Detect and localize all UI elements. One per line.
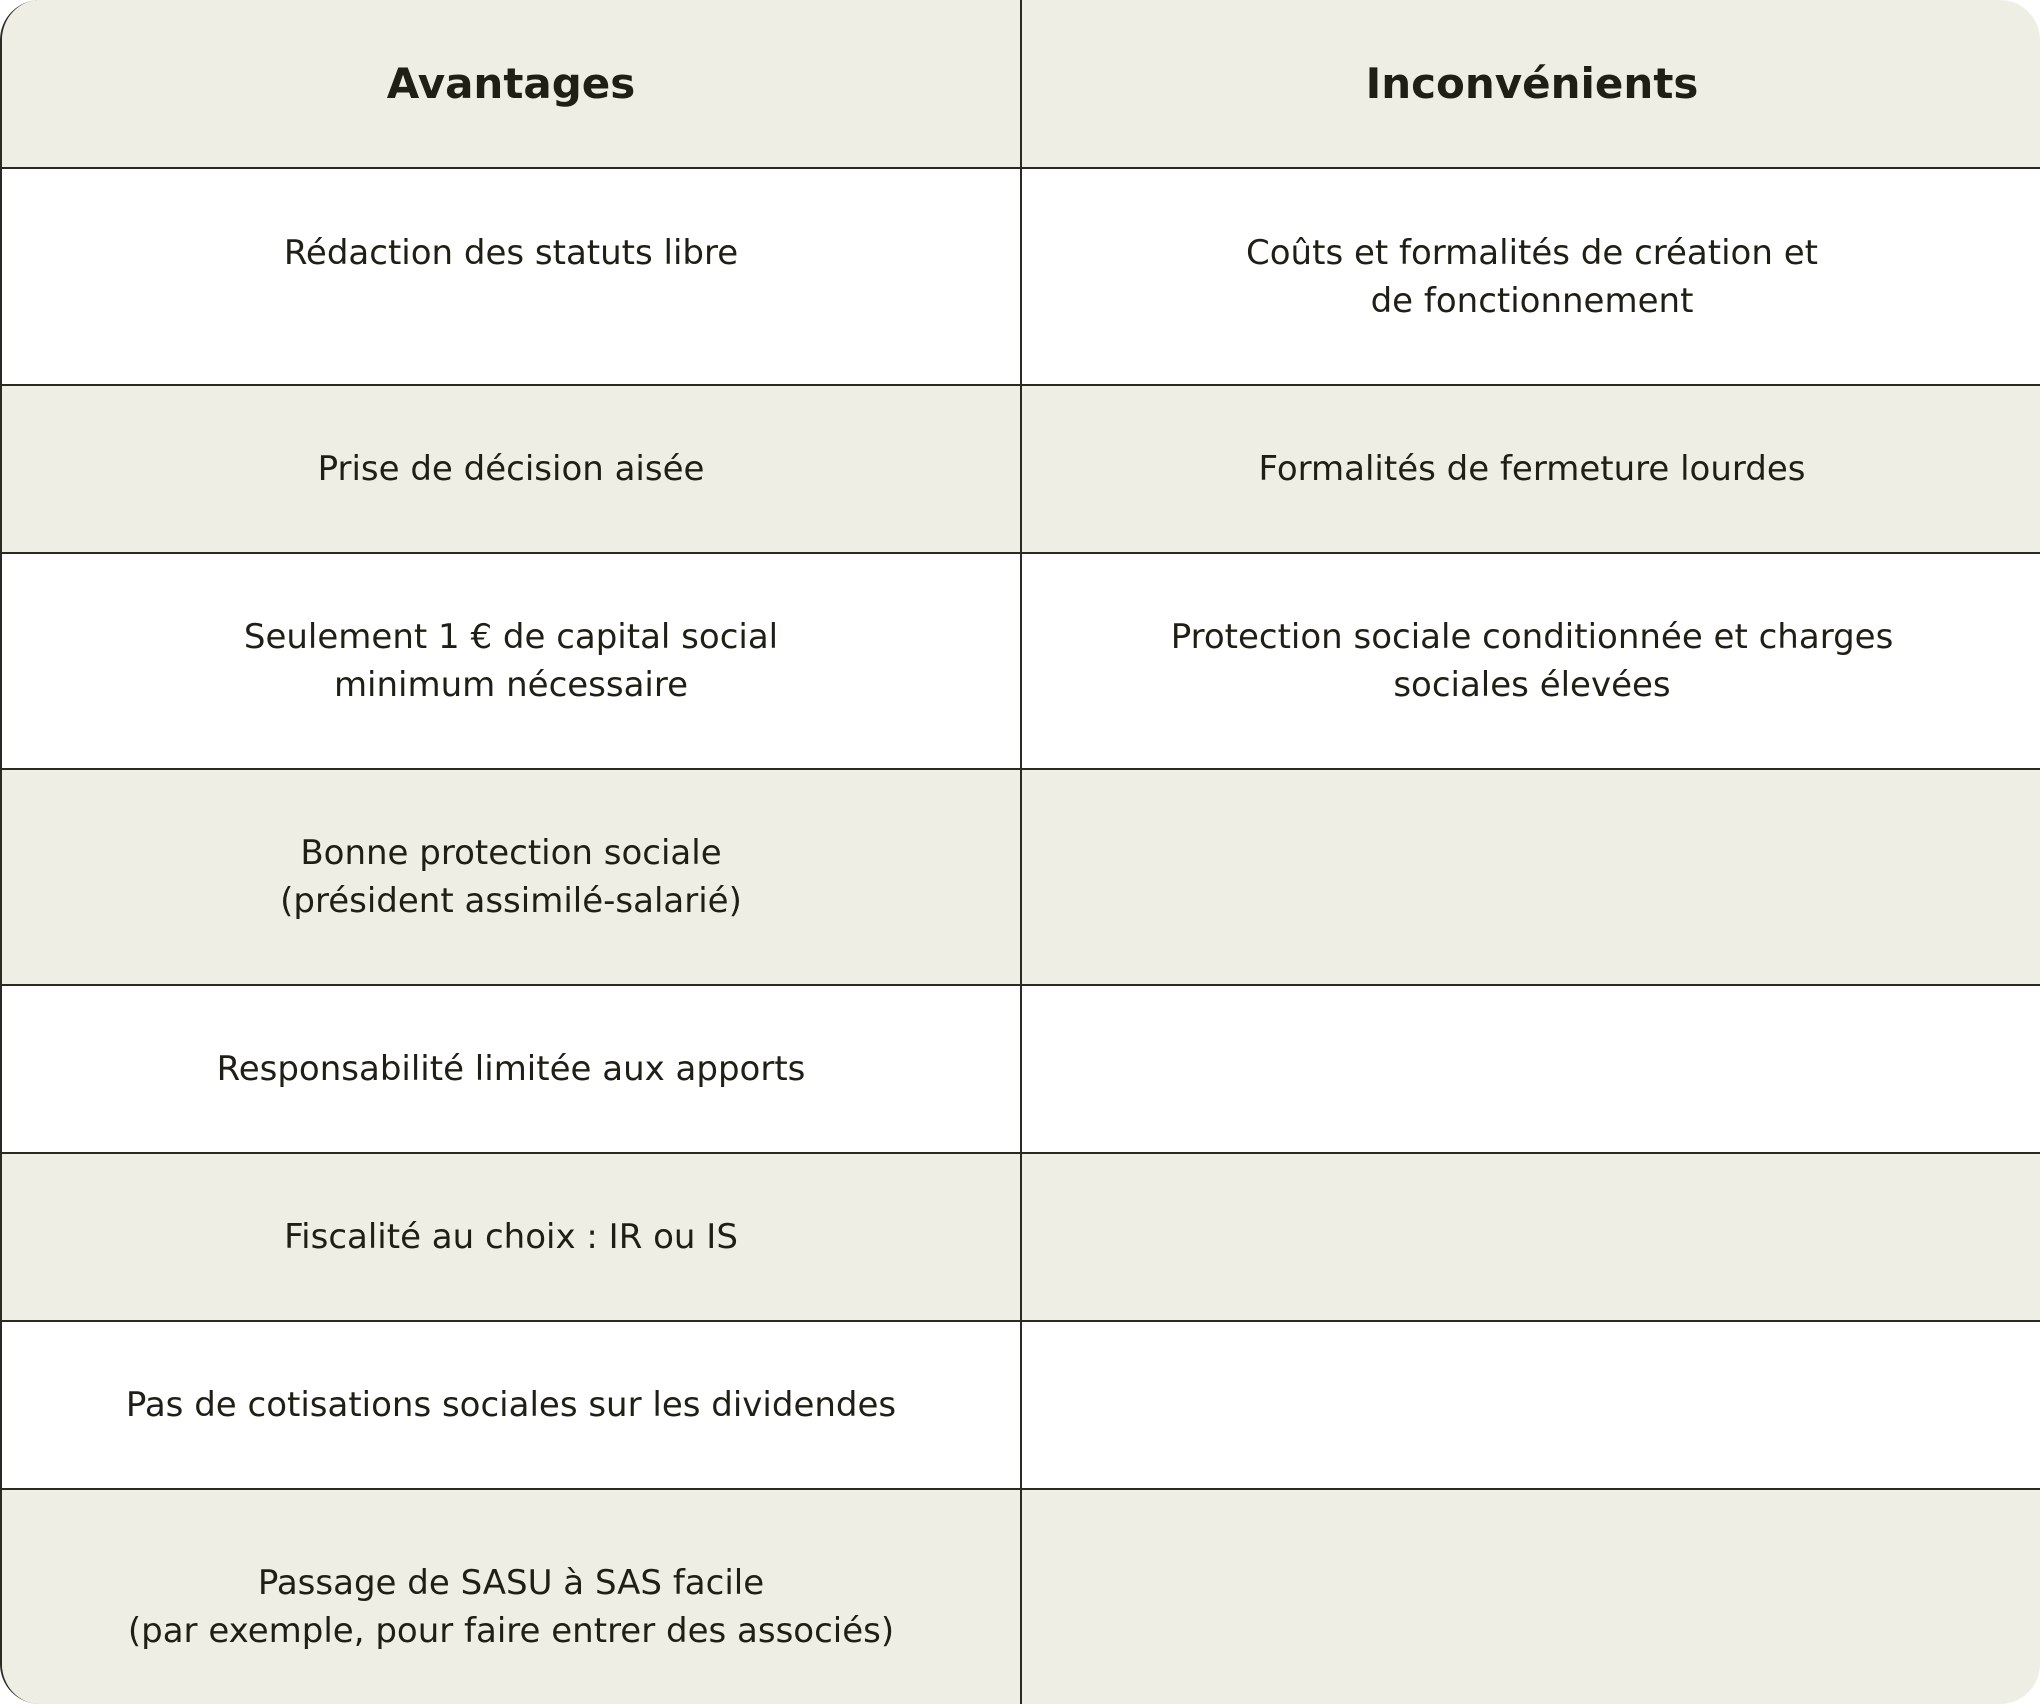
cons-cell [1022,1154,2040,1320]
cons-cell [1022,169,2040,384]
table-row [2,768,2040,984]
table-row [2,1320,2040,1488]
cons-text: Formalités de fermeture lourdes [1258,449,1806,489]
table-row [2,984,2040,1152]
cons-text: Protection sociale conditionnée et charges sociales élevées [1170,617,1894,705]
table-row [2,384,2040,552]
pros-cell [2,986,1022,1152]
cons-cell [1022,1322,2040,1488]
header-cons-cell [1022,0,2040,167]
cons-cell [1022,386,2040,552]
header-pros: Avantages [386,58,636,108]
cons-cell [1022,986,2040,1152]
pros-text: Responsabilité limitée aux apports [216,1049,806,1089]
table-row [2,552,2040,768]
pros-text: Passage de SASU à SAS facile (par exemple, pour faire entrer des associés) [127,1563,895,1651]
pros-text: Rédaction des statuts libre [283,232,739,273]
pros-text: Fiscalité au choix : IR ou IS [284,1217,738,1257]
pros-text: Pas de cotisations sociales sur les dividendes [125,1385,897,1425]
table-row [2,1152,2040,1320]
pros-cell [2,169,1022,384]
cons-cell [1022,1490,2040,1704]
table-row [2,1488,2040,1704]
pros-cell [2,1490,1022,1704]
cons-cell [1022,770,2040,984]
pros-text: Bonne protection sociale (président assimilé-salarié) [280,833,742,921]
pros-cell [2,386,1022,552]
table-header-row [2,0,2040,167]
pros-cell [2,1154,1022,1320]
pros-text: Seulement 1 € de capital social minimum nécessaire [243,617,779,705]
pros-cell [2,554,1022,768]
table-row [2,167,2040,384]
pros-cell [2,1322,1022,1488]
pros-cell [2,770,1022,984]
cons-cell [1022,554,2040,768]
cons-text: Coûts et formalités de création et de fonctionnement [1246,232,1818,321]
header-cons: Inconvénients [1365,58,1699,108]
pros-text: Prise de décision aisée [317,449,705,489]
header-pros-cell [2,0,1022,167]
